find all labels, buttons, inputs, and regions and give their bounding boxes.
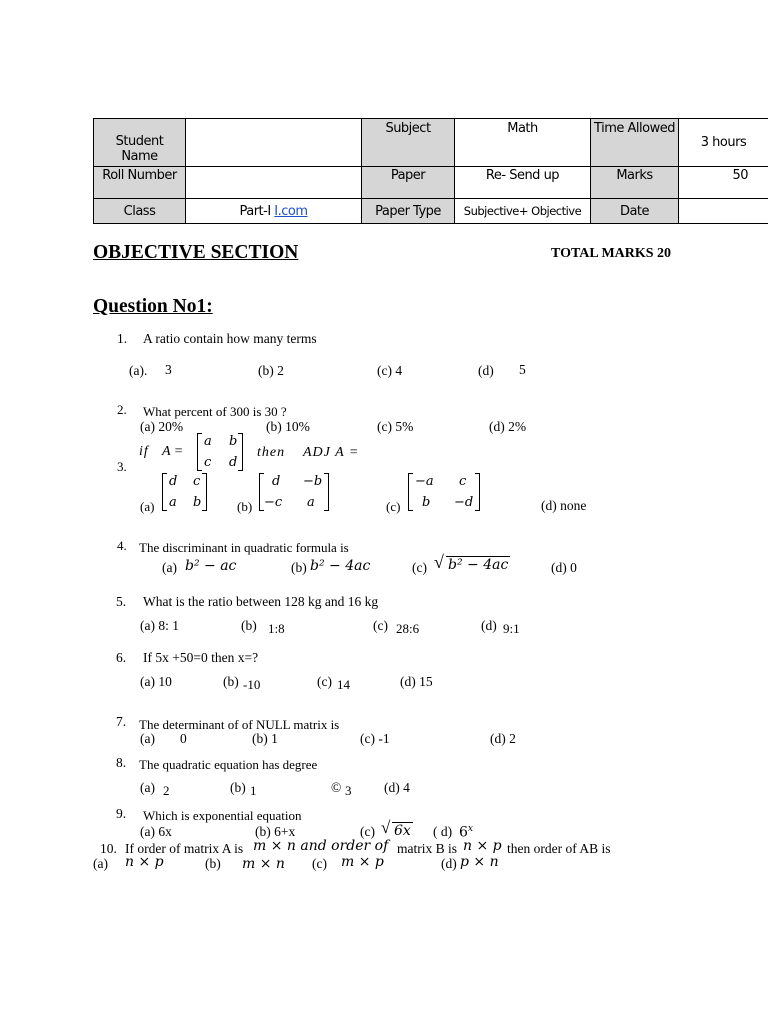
total-marks: TOTAL MARKS 20 [551,246,672,261]
header-table [93,118,768,224]
q5-option-a: (a) 8: 1 [140,618,179,633]
matrix-cell: c [459,474,467,489]
q10-option-a: (a) [93,856,108,871]
matrix-cell: b [229,434,238,449]
matrix-cell: a [169,495,177,510]
q3-adj-a: ADJ A = [303,445,360,460]
matrix-cell: b [422,495,431,510]
q5-option-d-value: 9:1 [503,621,520,636]
q5-option-c: (c) [373,618,388,633]
paper-type-value: Subjective+ Objective [455,199,591,224]
marks-label: Marks [591,167,679,199]
time-allowed-label: Time Allowed [591,119,679,167]
q10-text-2: matrix B is [397,841,457,856]
q3-a-equals: A = [162,444,184,459]
q10-option-b: (b) [205,856,221,871]
q6-option-a: (a) 10 [140,674,172,689]
q9-option-c-value: 6x [394,823,411,839]
q9-number: 9. [116,806,127,821]
roll-number-value[interactable] [186,167,362,199]
q2-option-a: (a) 20% [140,419,184,434]
class-value [186,199,362,224]
matrix-cell: −c [264,495,283,510]
q8-option-a-value: 2 [163,783,170,798]
q6-option-b: (b) [223,674,239,689]
matrix-cell: −b [303,474,323,489]
q1-option-d: (d) [478,363,494,378]
subject-label: Subject [362,119,455,167]
q5-text: What is the ratio between 128 kg and 16 kg [143,594,379,609]
q10-option-a-value: n × p [125,854,164,870]
q10-option-d-value: p × n [460,854,499,870]
q3-option-b: (b) [237,499,253,514]
q8-option-a: (a) [140,780,155,795]
q8-option-b: (b) [230,780,246,795]
q1-option-a: (a). [129,363,148,378]
q9-d-exponent: x [467,824,473,834]
q6-option-d: (d) 15 [400,674,433,689]
matrix-cell: b [193,495,202,510]
q3-number: 3. [117,459,127,474]
class-value-prefix: Part-I [239,203,275,219]
marks-value: 50 [679,167,768,199]
section-title: OBJECTIVE SECTION [93,242,299,263]
q4-text: The discriminant in quadratic formula is [139,540,349,555]
q1-option-c: (c) 4 [377,363,403,378]
q8-option-b-value: 1 [250,783,257,798]
question-heading: Question No1: [93,296,213,317]
q10-math-1: m × n and order of [253,838,389,854]
q3-option-c: (c) [386,499,401,514]
paper-label: Paper [362,167,455,199]
q5-option-d: (d) [481,618,497,633]
matrix-cell: d [229,455,238,470]
q9-option-b: (b) 6+x [255,824,296,839]
sqrt-icon: √ [381,818,391,837]
q4-option-d: (d) 0 [551,560,577,575]
matrix-cell: d [169,474,178,489]
q6-number: 6. [116,650,127,665]
q7-option-c: (c) -1 [360,731,390,746]
matrix-cell: a [204,434,212,449]
q1-option-b: (b) 2 [258,363,284,378]
q9-text: Which is exponential equation [143,808,302,823]
q10-option-c-value: m × p [341,854,384,870]
q10-text-1: If order of matrix A is [125,841,244,856]
student-name-label: Student Name [94,119,186,167]
q10-option-c: (c) [312,856,327,871]
student-name-value[interactable] [186,119,362,167]
q2-number: 2. [117,402,127,417]
q8-text: The quadratic equation has degree [139,757,318,772]
q10-option-d: (d) [441,856,457,871]
q9-d-base: 6 [459,824,468,841]
subject-value: Math [455,119,591,167]
q2-option-d: (d) 2% [489,419,527,434]
paper-type-label: Paper Type [362,199,455,224]
q3-option-b-matrix [259,474,329,510]
q4-number: 4. [117,538,127,553]
q8-option-d: (d) 4 [384,780,410,795]
q3-option-d: (d) none [541,498,587,513]
roll-number-label: Roll Number [94,167,186,199]
q5-option-b-value: 1:8 [268,621,285,636]
q9-option-c: (c) [360,824,375,839]
q9-option-d: ( d) [433,824,453,839]
q6-option-c-value: 14 [337,677,350,692]
q3-matrix-a [197,434,243,470]
q10-option-b-value: m × n [242,856,285,872]
date-label: Date [591,199,679,224]
q1-option-d-value: 5 [519,362,526,377]
matrix-cell: d [272,474,281,489]
q1-text: A ratio contain how many terms [143,331,317,346]
paper-value: Re- Send up [455,167,591,199]
q4-option-c: (c) [412,560,427,575]
q1-option-a-value: 3 [165,362,172,377]
q5-option-b: (b) [241,618,257,633]
q4-option-b-value: b² − 4ac [310,558,371,574]
matrix-cell: c [193,474,201,489]
class-label: Class [94,199,186,224]
date-value[interactable] [679,199,768,224]
time-allowed-value: 3 hours [679,119,768,167]
q5-option-c-value: 28:6 [396,621,420,636]
q4-option-a: (a) [162,560,177,575]
q6-option-c: (c) [317,674,332,689]
q7-option-a: (a) [140,731,155,746]
q3-if: if [139,444,149,459]
sqrt-icon: √ [434,552,444,572]
q6-option-b-value: -10 [243,677,261,692]
q2-text: What percent of 300 is 30 ? [143,404,287,419]
q8-option-c-value: 3 [345,783,352,798]
q7-number: 7. [116,714,127,729]
q3-then: then [257,445,286,460]
q7-text: The determinant of of NULL matrix is [139,717,340,732]
matrix-cell: −a [415,474,434,489]
q10-number: 10. [100,841,117,856]
q10-text-3: then order of AB is [507,841,611,856]
q8-number: 8. [116,755,127,770]
q3-option-c-matrix [408,474,480,510]
q6-text: If 5x +50=0 then x=? [143,650,259,665]
q2-option-c: (c) 5% [377,419,414,434]
matrix-cell: −d [454,495,474,510]
q9-option-a: (a) 6x [140,824,172,839]
q4-option-a-value: b² − ac [185,558,237,574]
q4-option-b: (b) [291,560,307,575]
q7-option-b: (b) 1 [252,731,278,746]
q7-option-d: (d) 2 [490,731,516,746]
q8-option-c: © [331,780,342,795]
matrix-cell: c [204,455,212,470]
q3-option-a-matrix [162,474,207,510]
class-value-link[interactable]: I.com [274,203,308,219]
q10-math-2: n × p [463,838,502,854]
q7-option-a-value: 0 [180,731,187,746]
q3-option-a: (a) [140,499,155,514]
q2-option-b: (b) 10% [266,419,310,434]
matrix-cell: a [307,495,315,510]
q4-option-c-value: b² − 4ac [448,557,509,573]
q5-number: 5. [116,594,127,609]
q1-number: 1. [117,331,128,346]
